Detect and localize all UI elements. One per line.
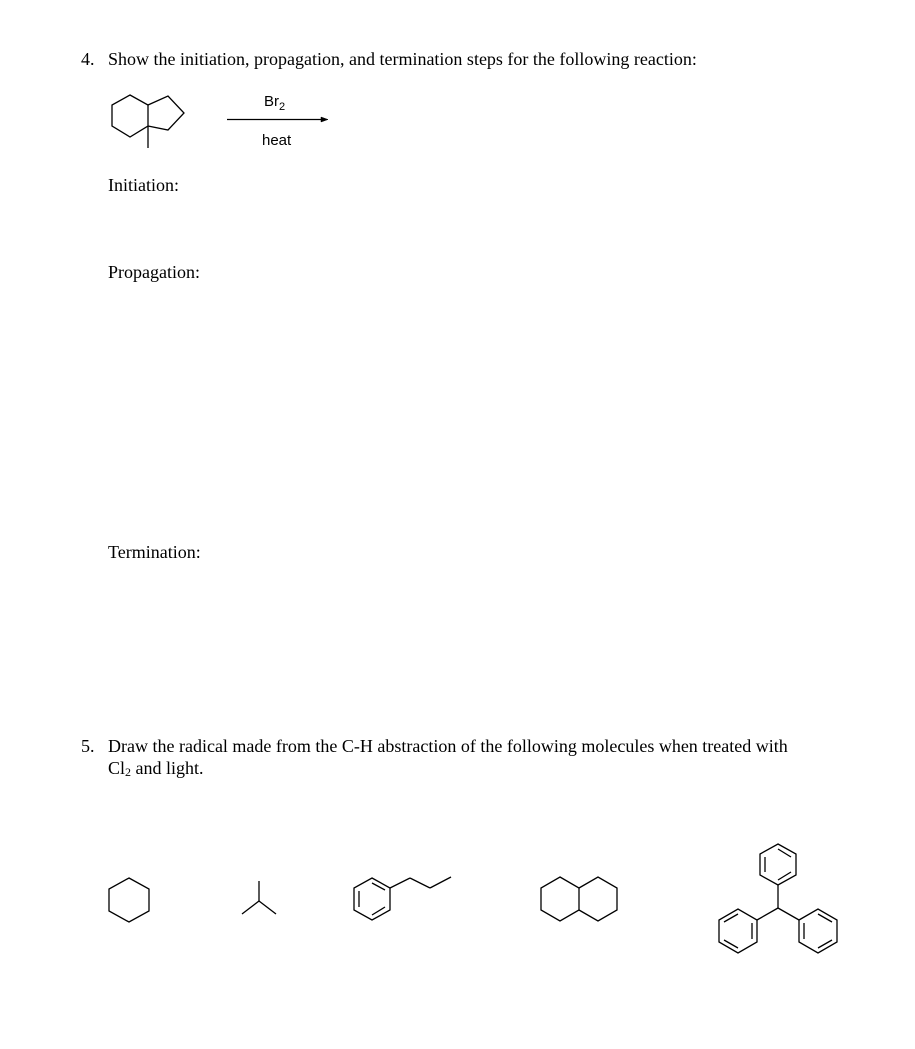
question-4-number: 4.: [81, 49, 95, 69]
propagation-label: Propagation:: [108, 262, 200, 282]
initiation-label: Initiation:: [108, 175, 179, 195]
question-4-text: Show the initiation, propagation, and termination steps for the following reaction:: [108, 49, 697, 69]
triphenylmethane-structure: [710, 838, 840, 960]
termination-label: Termination:: [108, 542, 201, 562]
methyl-hydrindane-structure: [100, 85, 195, 155]
question-5-line2: $Cl_2$ and light.: [108, 758, 204, 779]
reaction-arrow: [226, 114, 331, 126]
isobutane-structure: [238, 878, 283, 920]
question-5-line1: Draw the radical made from the C-H abstraction of the following molecules when treated with: [108, 736, 788, 756]
cyclohexane-structure: [105, 875, 155, 925]
reagent-br2: $Br_2$: [264, 93, 286, 113]
decalin-structure: [537, 873, 627, 925]
propylbenzene-structure: [348, 870, 456, 926]
question-5-number: 5.: [81, 736, 95, 756]
condition-heat: heat: [262, 132, 292, 149]
